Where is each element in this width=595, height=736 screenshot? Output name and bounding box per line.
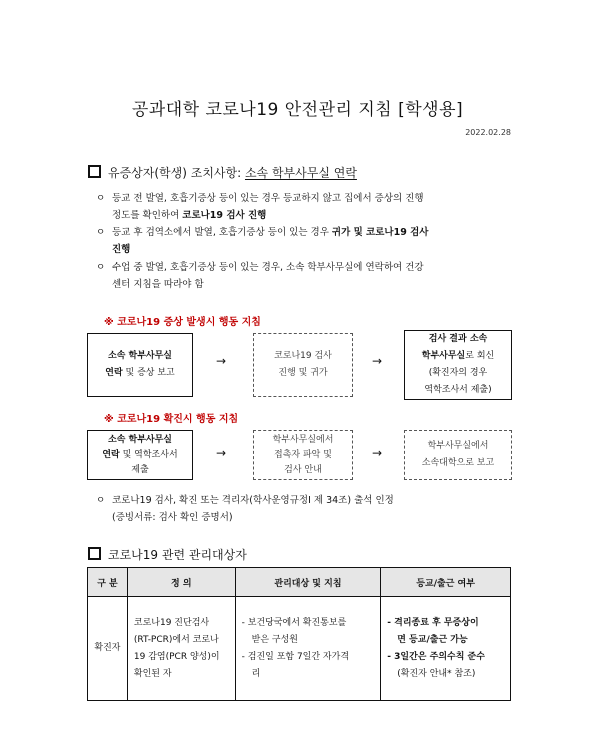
definition-line1: 코로나19 진단검사 <box>133 617 210 628</box>
flow2-step1-line2: 및 역학조사서 <box>119 449 178 460</box>
table-header-attendance: 등교/출근 여부 <box>381 568 511 597</box>
section1-heading-text: 유증상자(학생) 조치사항: <box>108 166 245 180</box>
attendance-note <box>96 492 498 526</box>
flow2-step1-line3: 제출 <box>131 464 149 475</box>
flow1-step2-line2: 진행 및 귀가 <box>278 368 328 378</box>
table-row <box>88 597 511 701</box>
section1-heading-underlined: 소속 학부사무실 연락 <box>244 166 357 180</box>
circle-bullet-icon: ㅇ <box>96 495 106 506</box>
attendance-line3: - 3일간은 주의수칙 준수 <box>387 651 485 662</box>
management-line1: - 보건당국에서 확진통보를 <box>241 617 347 628</box>
flow2-step1-line2-bold: 연락 <box>102 449 120 460</box>
bullet-2-line1-bold: 귀가 및 코로나19 검사 <box>331 227 429 238</box>
circle-bullet-icon: ㅇ <box>96 262 106 273</box>
note-line1: 코로나19 검사, 확진 또는 격리자(학사운영규정Ⅰ 제 34조) 출석 인정 <box>112 495 394 506</box>
attendance-line4: (확진자 안내* 참조) <box>397 668 476 679</box>
arrow-right-icon: → <box>216 354 227 368</box>
flow1-step1-line1: 소속 학부사무실 <box>108 351 172 361</box>
table-header-management: 관리대상 및 지침 <box>235 568 381 597</box>
flow2-heading: ※ 코로나19 확진시 행동 지침 <box>104 414 239 425</box>
flow1-step1-line2-bold: 연락 <box>105 368 123 378</box>
flow2-step2-line3: 검사 안내 <box>284 464 322 475</box>
section2-heading <box>88 546 247 563</box>
note-line2: (증빙서류: 검사 확인 증명서) <box>112 512 233 523</box>
attendance-line2: 면 등교/출근 가능 <box>397 634 468 645</box>
flow1-step3-box <box>404 330 512 400</box>
flow2-step2-box <box>253 430 353 480</box>
arrow-right-icon: → <box>372 354 383 368</box>
arrow-right-icon: → <box>216 446 227 460</box>
management-line4: 리 <box>251 668 261 679</box>
document-date: 2022.02.28 <box>465 128 511 137</box>
management-line3: - 검진일 포함 7일간 자가격 <box>241 651 350 662</box>
management-line2: 받은 구성원 <box>251 634 298 645</box>
definition-line2: (RT-PCR)에서 코로나 <box>133 634 219 645</box>
bullet-2-line2-bold: 진행 <box>112 244 131 255</box>
flow1-step3-line4: 역학조사서 제출) <box>424 385 492 395</box>
flow2-step3-line1: 학부사무실에서 <box>427 441 489 451</box>
attendance-line1: - 격리종료 후 무증상이 <box>387 617 479 628</box>
circle-bullet-icon: ㅇ <box>96 193 106 204</box>
table-cell-definition <box>127 597 235 701</box>
flow1-heading: ※ 코로나19 증상 발생시 행동 지침 <box>104 317 261 328</box>
section2-heading-text: 코로나19 관련 관리대상자 <box>108 548 247 562</box>
flow1-step1-box <box>87 333 193 397</box>
flow2-step1-line1: 소속 학부사무실 <box>108 434 172 445</box>
bullet-3-line1: 수업 중 발열, 호흡기증상 등이 있는 경우, 소속 학부사무실에 연락하여 건강 <box>112 262 424 273</box>
flow2-step2-line1: 학부사무실에서 <box>272 434 334 445</box>
flow2-step3-box <box>404 430 512 480</box>
section1-heading <box>88 164 357 181</box>
document-title: 공과대학 코로나19 안전관리 지침 [학생용] <box>131 100 464 120</box>
definition-line4: 확인된 자 <box>133 668 172 679</box>
table-cell-attendance <box>381 597 511 701</box>
flow1-step3-line1: 검사 결과 소속 <box>428 334 488 344</box>
flow1-step1-line2: 및 증상 보고 <box>122 368 175 378</box>
circle-bullet-icon: ㅇ <box>96 227 106 238</box>
flow1-step2-line1: 코로나19 검사 <box>274 351 332 361</box>
table-header-definition: 정 의 <box>127 568 235 597</box>
table-cell-category: 확진자 <box>88 597 128 701</box>
square-bullet-icon <box>88 165 101 178</box>
bullet-1-line2: 정도를 확인하여 <box>112 210 183 221</box>
flow1-step3-line2-bold: 학부사무실 <box>421 351 466 361</box>
bullet-item-3 <box>96 259 498 293</box>
arrow-right-icon: → <box>372 446 383 460</box>
bullet-item-2 <box>96 224 498 258</box>
table-cell-management <box>235 597 381 701</box>
flow1-step3-line3: (확진자의 경우 <box>428 368 488 378</box>
table-header-row <box>88 568 511 597</box>
bullet-2-line1: 등교 후 검역소에서 발열, 호흡기증상 등이 있는 경우 <box>112 227 332 238</box>
flow1-step3-line2: 로 회신 <box>465 351 495 361</box>
bullet-item-1 <box>96 190 498 224</box>
flow2-step3-line2: 소속대학으로 보고 <box>421 458 495 468</box>
flow2-step1-box <box>87 430 193 480</box>
management-table <box>87 567 511 701</box>
table-header-category: 구 분 <box>88 568 128 597</box>
flow2-step2-line2: 접촉자 파악 및 <box>274 449 332 460</box>
bullet-1-line1: 등교 전 발열, 호흡기증상 등이 있는 경우 등교하지 않고 집에서 증상의 진행 <box>112 193 424 204</box>
flow1-step2-box <box>253 333 353 397</box>
square-bullet-icon <box>88 547 101 560</box>
bullet-1-line2-bold: 코로나19 검사 진행 <box>182 210 267 221</box>
bullet-3-line2: 센터 지침을 따라야 함 <box>112 279 204 290</box>
definition-line3: 19 감염(PCR 양성)이 <box>133 651 220 662</box>
